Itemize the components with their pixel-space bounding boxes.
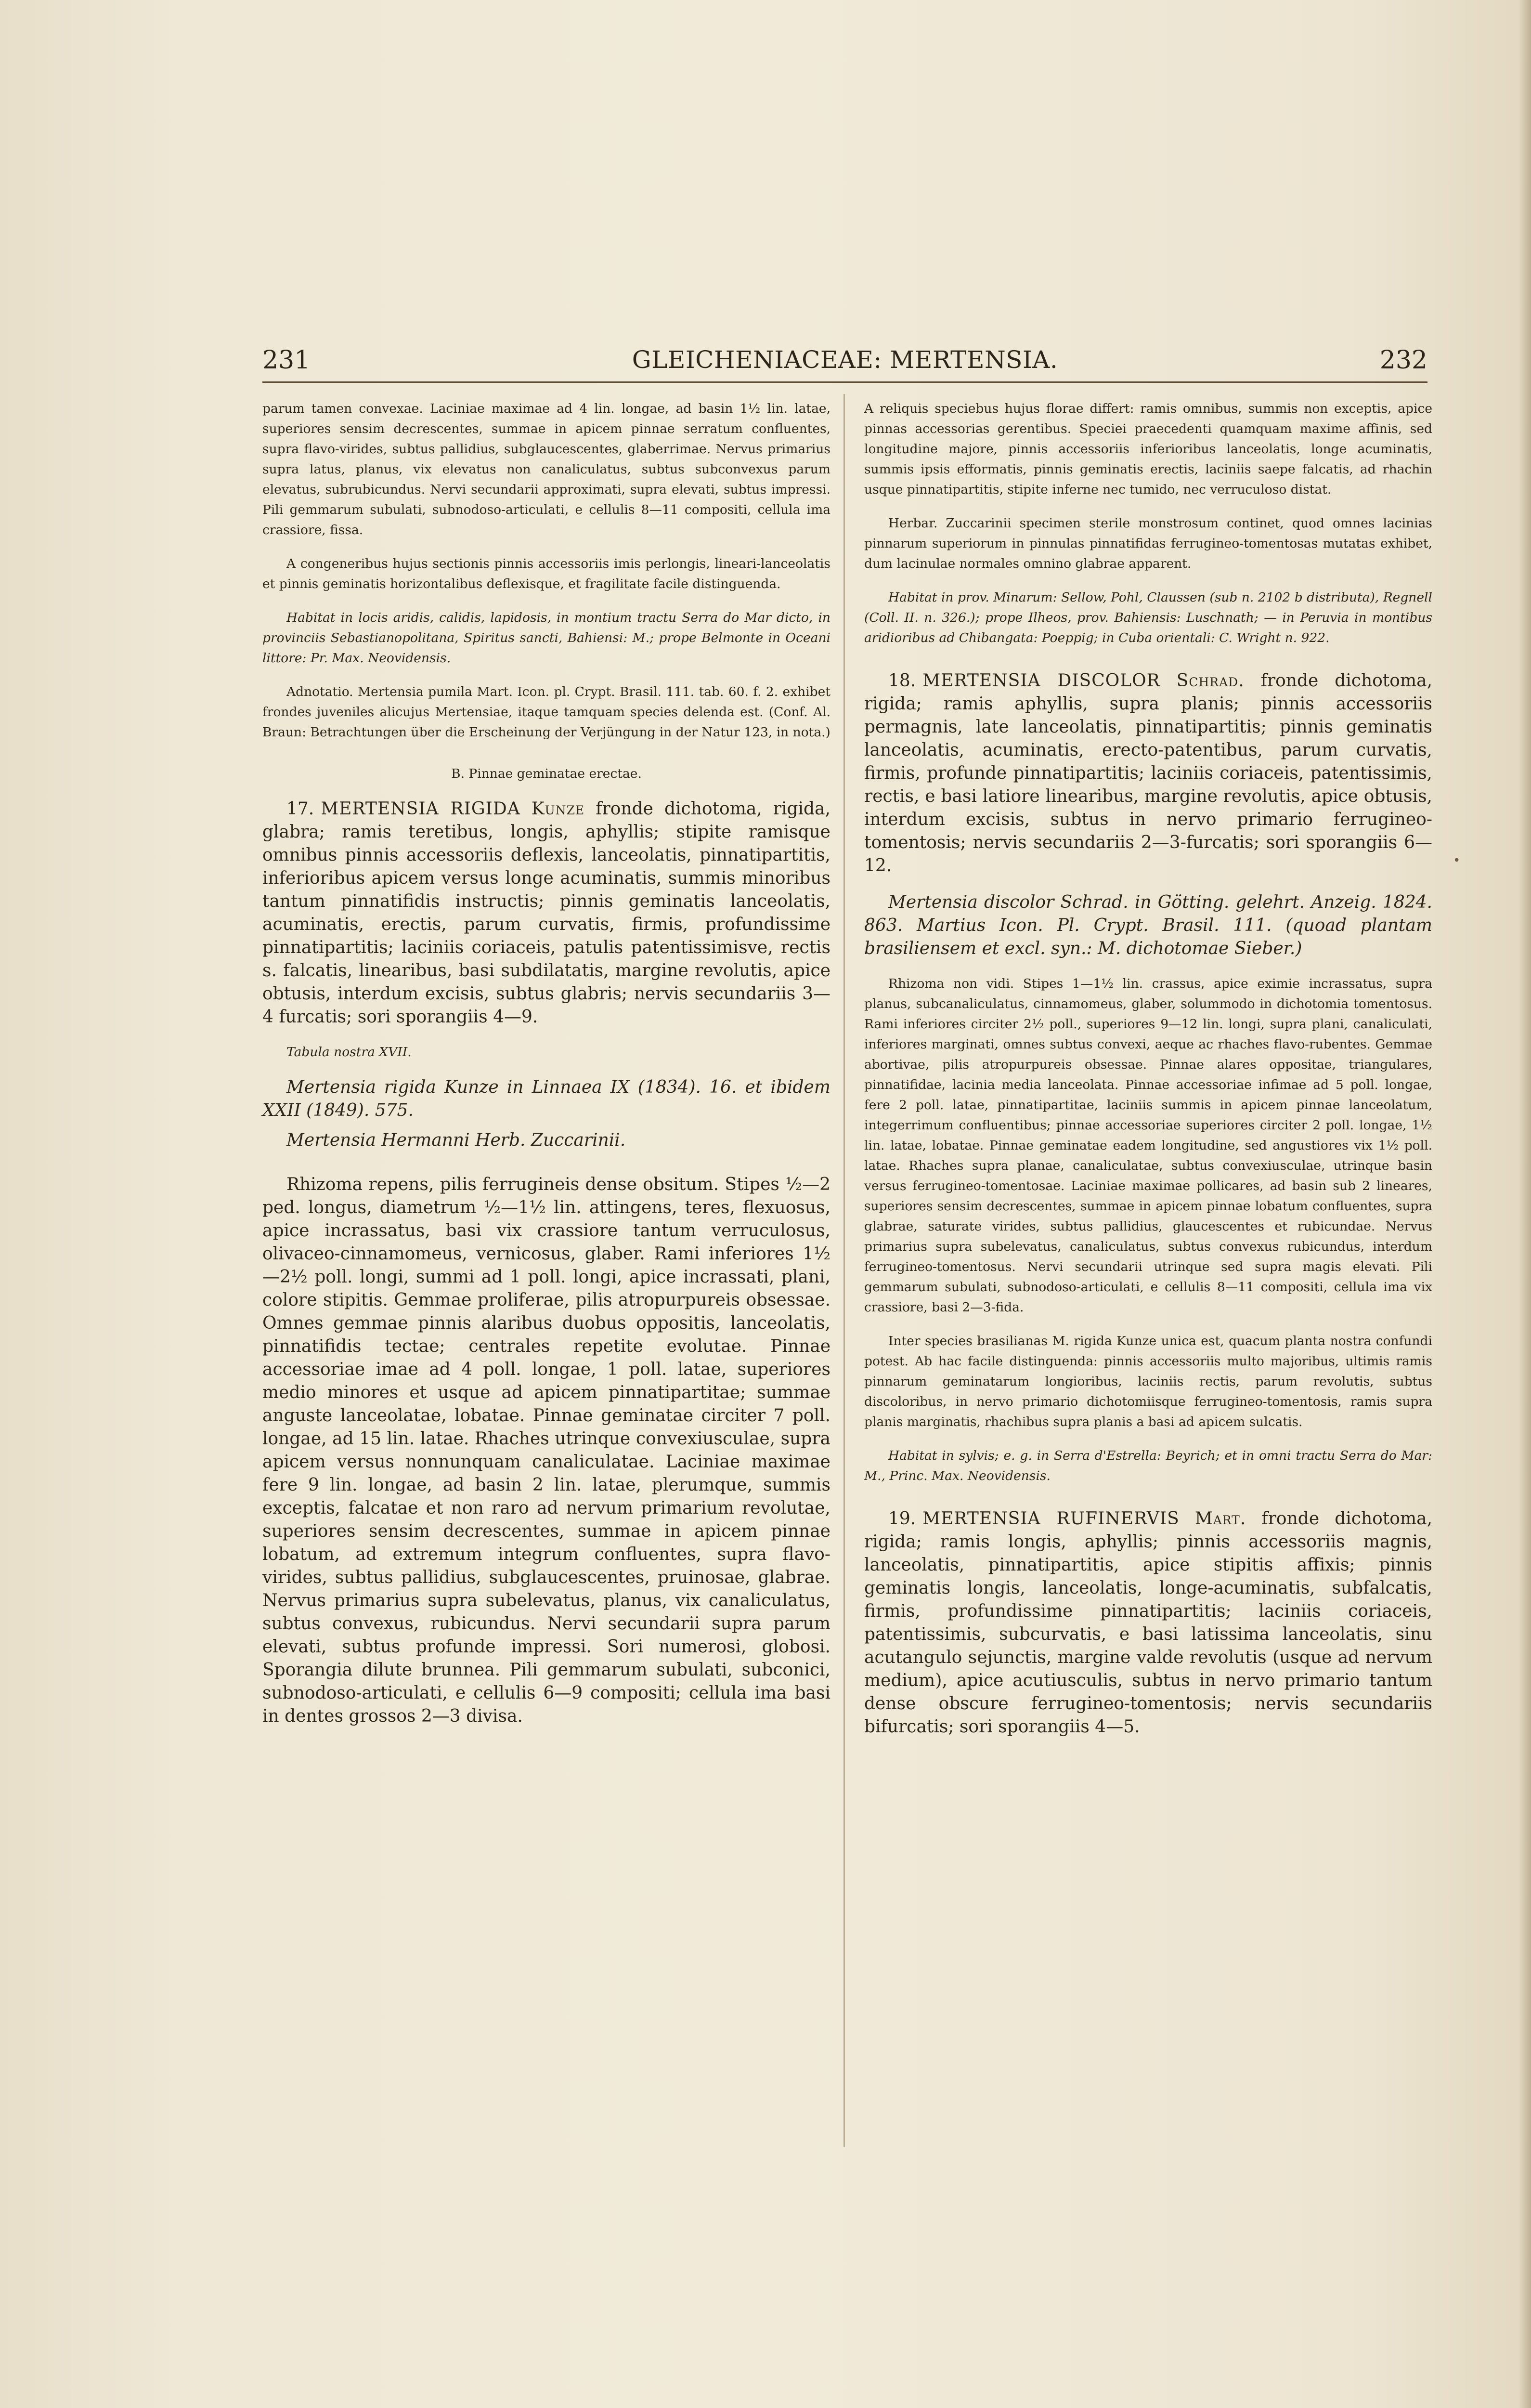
left-paragraph-2: A congeneribus hujus sectionis pinnis accessoriis imis perlongis, lineari-lanceolatis et pinnis geminatis horizontalibus deflexisque, et fragilitate facile distinguenda. <box>262 556 830 591</box>
header-rule <box>262 381 1427 383</box>
species-17-number: 17. <box>286 799 314 819</box>
page-header <box>262 346 1427 380</box>
species-18-synonym: Mertensia discolor Schrad. in Götting. gelehrt. Anzeig. 1824. 863. Martius Icon. Pl. Crypt. Brasil. 111. (quoad plantam brasiliensem et excl. syn.: M. dichotomae Sieber.) <box>864 892 1432 958</box>
species-19-diagnosis: fronde dichotoma, rigida; ramis longis, aphyllis; pinnis accessoriis magnis, lanceolatis, pinnatipartitis, apice stipitis affixis; pinnis geminatis longis, lanceolatis, longe-acuminatis, subfalcatis, firmis, profundissime pinnatipartitis; laciniis coriaceis, patentissimis, subcurvatis, e basi latissima lanceolatis, sinu acutangulo sejunctis, margine valde revolutis (usque ad nervum medium), apice acutiusculis, subtus in nervo primario tantum dense obscure ferrugineo-tomentosis; nervis secundariis bifurcatis; sori sporangiis 4—5. <box>864 1509 1432 1737</box>
species-18-author: Schrad. <box>1176 671 1245 691</box>
right-paragraph-1: A reliquis speciebus hujus florae differt: ramis omnibus, summis non exceptis, apice pinnas accessorias gerentibus. Speciei praecedenti quamquam maxime affinis, sed longitudine majore, pinnis accessoriis inferioribus lanceolatis, longe acuminatis, summis ipsis efformatis, pinnis geminatis erectis, laciniis saepe falcatis, ad rhachin usque pinnatipartitis, stipite inferne nec tumido, nec verruculoso distat. <box>864 401 1432 497</box>
species-19-author: Mart. <box>1194 1509 1246 1529</box>
left-column <box>262 399 830 1728</box>
species-18-heading <box>864 669 1432 877</box>
species-17-name: MERTENSIA RIGIDA <box>321 799 520 819</box>
species-17-author: Kunze <box>531 799 585 819</box>
species-19-heading <box>864 1507 1432 1739</box>
left-annotation: Adnotatio. Mertensia pumila Mart. Icon. pl. Crypt. Brasil. 111. tab. 60. f. 2. exhibet frondes juveniles alicujus Mertensiae, itaque tamquam species delenda est. (Conf. Al. Braun: Betrachtungen über die Erscheinung der Verjüngung in der Natur 123, in nota.) <box>262 684 830 740</box>
species-17-diagnosis: fronde dichotoma, rigida, glabra; ramis teretibus, longis, aphyllis; stipite ramisque omnibus pinnis accessoriis deflexis, lanceolatis, pinnatipartitis, inferioribus apicem versus longe acuminatis, summis minoribus tantum pinnatifidis instructis; pinnis geminatis lanceolatis, acuminatis, erectis, parum curvatis, firmis, profundissime pinnatipartitis; laciniis coriaceis, patulis patentissimisve, rectis s. falcatis, linearibus, basi subdilatatis, margine revolutis, apice obtusis, interdum excisis, subtus glabris; nervis secundariis 3—4 furcatis; sori sporangiis 4—9. <box>262 799 830 1027</box>
species-17-plate: Tabula nostra XVII. <box>286 1045 412 1060</box>
page-number-right: 232 <box>1379 346 1427 375</box>
running-title: GLEICHENIACEAE: MERTENSIA. <box>632 346 1058 374</box>
right-habitat-1: Habitat in prov. Minarum: Sellow, Pohl, Claussen (sub n. 2102 b distributa), Regnell (Coll. II. n. 326.); prope Ilheos, prov. Bahiensis: Luschnath; — in Peruvia in montibus aridioribus ad Chibangata: Poeppig; in Cuba orientali: C. Wright n. 922. <box>864 590 1432 645</box>
species-18-number: 18. <box>888 671 916 691</box>
species-17-synonym-2: Mertensia Hermanni Herb. Zuccarinii. <box>286 1130 626 1150</box>
species-18-description: Rhizoma non vidi. Stipes 1—1½ lin. crassus, apice eximie incrassatus, supra planus, subcanaliculatus, cinnamomeus, glaber, solummodo in dichotomia tomentosus. Rami inferiores circiter 2½ poll., superiores 9—12 lin. longi, supra plani, canaliculati, inferiores marginati, omnes subtus convexi, aeque ac rhaches flavo-rubentes. Gemmae abortivae, pilis atropurpureis obsessae. Pinnae alares oppositae, triangulares, pinnatifidae, lacinia media lanceolata. Pinnae accessoriae infimae ad 5 poll. longae, fere 2 poll. latae, pinnatipartitae, laciniis summis in apicem pinnae lanceolatum, integerrimum confluentibus; pinnae accessoriae superiores circiter 2 poll. longae, 1½ lin. latae, lobatae. Pinnae geminatae eadem longitudine, sed angustiores vix 1½ poll. latae. Rhaches supra planae, canaliculatae, subtus convexiusculae, utrinque basin versus ferrugineo-tomentosae. Laciniae maximae pollicares, ad basin sub 2 lineares, superiores sensim decrescentes, summae in apicem pinnae lobatum confluentes, supra glabrae, saturate virides, subtus pallidius, glaucescentes et rubicundae. Nervus primarius supra subelevatus, canaliculatus, subtus convexus rubicundus, interdum ferrugineo-tomentosus. Nervi secundarii utrinque sed supra magis elevati. Pili gemmarum subulati, subnodoso-articulati, e cellulis 8—11 compositi, cellula ima vix crassiore, basi 2—3-fida. <box>864 976 1432 1315</box>
left-habitat: Habitat in locis aridis, calidis, lapidosis, in montium tractu Serra do Mar dicto, in provinciis Sebastianopolitana, Spiritus sancti, Bahiensi: M.; prope Belmonte in Oceani littore: Pr. Max. Neovidensis. <box>262 610 830 666</box>
species-19-name: MERTENSIA RUFINERVIS <box>922 1509 1180 1529</box>
species-18-comparison: Inter species brasilianas M. rigida Kunze unica est, quacum planta nostra confundi potest. Ab hac facile distinguenda: pinnis accessoriis multo majoribus, ultimis ramis pinnarum geminatarum longioribus, laciniis rectis, parum revolutis, subtus discoloribus, in nervo primario dichotomiisque ferrugineo-tomentosis, ramis supra planis marginatis, rhachibus supra planis a basi ad apicem sulcatis. <box>864 1334 1432 1429</box>
margin-mark: • <box>1453 853 1461 868</box>
page-edge-shadow <box>1518 0 1531 2408</box>
species-17-description: Rhizoma repens, pilis ferrugineis dense obsitum. Stipes ½—2 ped. longus, diametrum ½—1½ lin. attingens, teres, flexuosus, apice incrassatus, basi vix crassiore tantum verruculosus, olivaceo-cinnamomeus, vernicosus, glaber. Rami inferiores 1½—2½ poll. longi, summi ad 1 poll. longi, apice incrassati, plani, colore stipitis. Gemmae proliferae, pilis atropurpureis obsessae. Omnes gemmae pinnis alaribus duobus oppositis, lanceolatis, pinnatifidis tectae; centrales repetite evolutae. Pinnae accessoriae imae ad 4 poll. longae, 1 poll. latae, superiores medio minores et usque ad apicem pinnatipartitae; summae anguste lanceolatae, lobatae. Pinnae geminatae circiter 7 poll. longae, ad 15 lin. latae. Rhaches utrinque convexiusculae, supra apicem versus nonnunquam canaliculatae. Laciniae maximae fere 9 lin. longae, ad basin 2 lin. latae, plerumque, summis exceptis, falcatae et non raro ad nervum primarium revolutae, superiores sensim decrescentes, summae in apicem pinnae lobatum, ad extremum integrum confluentes, supra flavo-virides, subtus pallidius, subglaucescentes, pruinosae, glabrae. Nervus primarius supra subelevatus, planus, vix canaliculatus, subtus convexus, rubicundus. Nervi secundarii supra parum elevati, subtus profunde impressi. Sori numerosi, globosi. Sporangia dilute brunnea. Pili gemmarum subulati, subconici, subnodoso-articulati, e cellulis 6—9 compositi; cellula ima basi in dentes grossos 2—3 divisa. <box>262 1175 830 1726</box>
page-number-left: 231 <box>262 346 311 375</box>
species-17-synonym-1: Mertensia rigida Kunze in Linnaea IX (1834). 16. et ibidem XXII (1849). 575. <box>262 1077 830 1120</box>
species-18-diagnosis: fronde dichotoma, rigida; ramis aphyllis, supra planis; pinnis accessoriis permagnis, late lanceolatis, pinnatipartitis; pinnis geminatis lanceolatis, acuminatis, erecto-patentibus, parum curvatis, firmis, profunde pinnatipartitis; laciniis coriaceis, patentissimis, rectis, e basi latiore linearibus, margine revolutis, apice obtusis, interdum excisis, subtus in nervo primario ferrugineo-tomentosis; nervis secundariis 2—3-furcatis; sori sporangiis 6—12. <box>864 671 1432 876</box>
left-paragraph-1: parum tamen convexae. Laciniae maximae ad 4 lin. longae, ad basin 1½ lin. latae, superiores sensim decrescentes, summae in apicem pinnae serratum confluentes, supra flavo-virides, subtus pallidius, subglaucescentes, glaberrimae. Nervus primarius supra latus, planus, vix elevatus non canaliculatus, subtus subconvexus parum elevatus, subrubicundus. Nervi secundarii approximati, supra elevati, subtus impressi. Pili gemmarum subulati, subnodoso-articulati, e cellulis 8—11 compositi, cellula ima crassiore, fissa. <box>262 401 830 537</box>
species-19-number: 19. <box>888 1509 916 1529</box>
right-column <box>864 399 1432 1739</box>
species-17-heading <box>262 798 830 1029</box>
species-18-name: MERTENSIA DISCOLOR <box>922 671 1160 691</box>
section-heading: B. Pinnae geminatae erectae. <box>451 766 642 781</box>
column-divider <box>843 394 845 2147</box>
species-18-habitat: Habitat in sylvis; e. g. in Serra d'Estrella: Beyrich; et in omni tractu Serra do Mar: M., Princ. Max. Neovidensis. <box>864 1448 1432 1483</box>
right-paragraph-2: Herbar. Zuccarinii specimen sterile monstrosum continet, quod omnes lacinias pinnarum superiorum in pinnulas pinnatifidas ferrugineo-tomentosas mutatas exhibet, dum lacinulae normales omnino glabrae apparent. <box>864 516 1432 571</box>
